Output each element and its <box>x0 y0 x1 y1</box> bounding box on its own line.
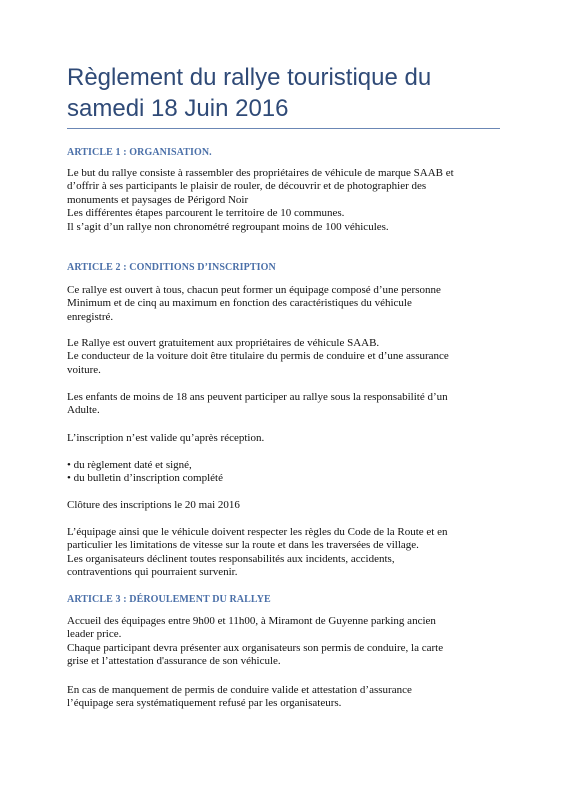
article-1-heading: ARTICLE 1 : ORGANISATION. <box>67 147 212 158</box>
article-3-paragraph-1 <box>67 615 507 669</box>
title-line-1: Règlement du rallye touristique du <box>67 64 432 91</box>
text-line: L’équipage ainsi que le véhicule doivent respecter les règles du Code de la Route et en <box>67 526 448 538</box>
article-2-paragraph-4 <box>67 432 507 445</box>
title-line-2: samedi 18 Juin 2016 <box>67 95 289 122</box>
text-line: Les organisateurs déclinent toutes responsabilités aux incidents, accidents, <box>67 552 395 565</box>
text-line: particulier les limitations de vitesse sur la route et dans les traversées de village. <box>67 539 419 552</box>
text-line: d’offrir à ses participants le plaisir de rouler, de découvrir et de photographier des <box>67 180 427 193</box>
list-item: • du bulletin d’inscription complété <box>67 472 223 485</box>
article-2-heading: ARTICLE 2 : CONDITIONS D’INSCRIPTION <box>67 262 276 273</box>
list-item: • du règlement daté et signé, <box>67 459 192 471</box>
text-line: Le Rallye est ouvert gratuitement aux propriétaires de véhicule SAAB. <box>67 337 380 349</box>
text-line: l’équipage sera systématiquement refusé par les organisateurs. <box>67 697 342 710</box>
article-2-paragraph-3 <box>67 391 507 418</box>
text-line: L’inscription n’est valide qu’après réception. <box>67 432 265 444</box>
text-line: Il s’agit d’un rallye non chronométré regroupant moins de 100 véhicules. <box>67 220 389 233</box>
text-line: Le but du rallye consiste à rassembler des propriétaires de véhicule de marque SAAB et <box>67 167 454 179</box>
document-title <box>67 62 507 124</box>
text-line: Accueil des équipages entre 9h00 et 11h00, à Miramont de Guyenne parking ancien <box>67 615 436 627</box>
text-line: voiture. <box>67 363 101 376</box>
text-line: Minimum et de cinq au maximum en fonction des caractéristiques du véhicule <box>67 297 412 310</box>
text-line: Clôture des inscriptions le 20 mai 2016 <box>67 499 240 511</box>
article-3-heading: ARTICLE 3 : DÉROULEMENT DU RALLYE <box>67 594 271 605</box>
article-2-paragraph-2 <box>67 337 507 377</box>
text-line: Ce rallye est ouvert à tous, chacun peut former un équipage composé d’une personne <box>67 284 441 296</box>
text-line: Chaque participant devra présenter aux organisateurs son permis de conduire, la carte <box>67 641 444 654</box>
article-2-paragraph-6 <box>67 526 507 580</box>
title-underline <box>67 128 500 129</box>
text-line: Les différentes étapes parcourent le territoire de 10 communes. <box>67 207 345 220</box>
text-line: contraventions qui pourraient survenir. <box>67 566 238 579</box>
text-line: monuments et paysages de Périgord Noir <box>67 193 249 206</box>
text-line: Adulte. <box>67 404 100 417</box>
text-line: En cas de manquement de permis de conduire valide et attestation d’assurance <box>67 684 412 696</box>
article-1-paragraph <box>67 167 507 234</box>
text-line: Le conducteur de la voiture doit être titulaire du permis de conduire et d’une assurance <box>67 350 449 363</box>
text-line: grise et l’attestation d'assurance de son véhicule. <box>67 655 281 668</box>
article-2-paragraph-1 <box>67 284 507 324</box>
article-2-bullet-list <box>67 459 507 486</box>
text-line: enregistré. <box>67 310 114 323</box>
text-line: Les enfants de moins de 18 ans peuvent participer au rallye sous la responsabilité d’un <box>67 391 448 403</box>
article-3-paragraph-2 <box>67 684 507 711</box>
text-line: leader price. <box>67 628 122 641</box>
article-2-paragraph-5 <box>67 499 507 512</box>
